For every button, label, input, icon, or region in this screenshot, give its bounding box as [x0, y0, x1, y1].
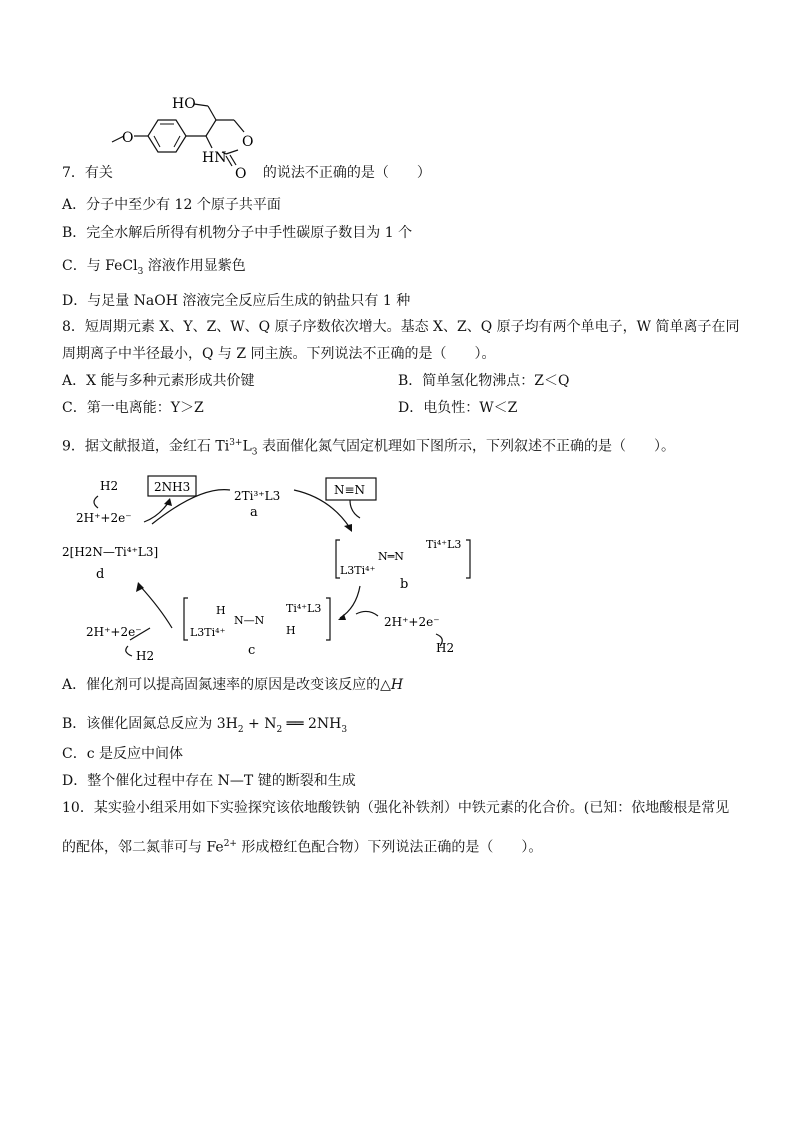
q7-option-b: B．完全水解后所得有机物分子中手性碳原子数目为 1 个: [62, 225, 413, 241]
methoxy-o: O: [122, 130, 134, 146]
proton-right-arrow: [356, 611, 378, 616]
species-a-label: a: [250, 505, 258, 520]
species-c-nn: N—N: [234, 614, 265, 627]
q9-option-a-delta-h: △H: [380, 677, 404, 693]
cycle-arrowhead-a-to-b: [344, 524, 352, 532]
h2-top-label: H2: [100, 479, 119, 493]
nh3-release-arrowhead: [164, 498, 172, 506]
q10-stem-line2-pre: 的配体，邻二氮菲可与 Fe: [62, 839, 224, 856]
nitrogen-fixation-mechanism-diagram: [60, 468, 490, 668]
species-c-right-bracket: [326, 598, 330, 640]
q9-option-b: [62, 714, 347, 740]
q9-option-b-sub1: 2: [237, 724, 244, 735]
species-b-right-bracket: [466, 540, 470, 578]
species-b-left-ti: L3Ti⁴⁺: [340, 564, 376, 577]
q8-option-a: A．X 能与多种元素形成共价键: [62, 373, 255, 389]
q7-stem-prefix: 7．有关: [62, 165, 113, 181]
ring-oxygen-label: O: [242, 134, 254, 150]
q8-option-c: C．第一电离能：Y＞Z: [62, 400, 204, 416]
h2-left-arrow: [126, 646, 132, 656]
q7-option-c-pre: C．与 FeCl: [62, 258, 138, 274]
q9-option-b-eq: ══ 2NH: [282, 716, 342, 732]
species-c-left-bracket: [184, 598, 188, 640]
cycle-arc-c-to-d: [140, 586, 172, 628]
species-b-right-ti: Ti⁴⁺L3: [426, 538, 462, 551]
q10-stem-line2: [62, 834, 542, 858]
species-c-right-ti: Ti⁴⁺L3: [286, 602, 322, 615]
q7-option-a: A．分子中至少有 12 个原子共平面: [62, 197, 281, 213]
proton-electron-right-label: 2H⁺+2e⁻: [384, 615, 440, 629]
q7-option-c: [62, 256, 246, 282]
species-c-left-ti: L3Ti⁴⁺: [190, 626, 226, 639]
carbonyl-oxygen-label: O: [235, 166, 247, 182]
species-c-h1: H: [216, 604, 226, 617]
q9-option-a: [62, 675, 403, 695]
q9-option-c: C．c 是反应中间体: [62, 746, 184, 762]
q9-option-b-sub2: 2: [276, 724, 283, 735]
proton-electron-top-label: 2H⁺+2e⁻: [76, 511, 132, 525]
q9-stem: [62, 433, 675, 462]
q8-option-d: D．电负性：W＜Z: [398, 400, 518, 416]
q8-stem-line2: 周期离子中半径最小，Q 与 Z 同主族。下列说法不正确的是（ ）。: [62, 346, 496, 362]
q7-option-c-post: 溶液作用显紫色: [143, 258, 246, 274]
nh3-box-label: 2NH3: [154, 480, 191, 494]
cycle-arc-d-to-a: [152, 490, 230, 524]
h2-top-arrow: [94, 496, 98, 508]
q9-stem-post: 表面催化氮气固定机理如下图所示，下列叙述不正确的是（ ）。: [257, 438, 675, 455]
q8-option-b: B．简单氢化物沸点：Z＜Q: [398, 373, 570, 389]
q9-stem-sub: 3: [251, 447, 258, 458]
q9-option-b-sub3: 3: [341, 724, 348, 735]
q9-stem-sup: 3+: [229, 438, 243, 448]
species-b-nn: N═N: [378, 550, 404, 563]
q10-stem-line1: 10．某实验小组采用如下实验探究该依地酸铁钠（强化补铁剂）中铁元素的化合价。(已知：依地酸根是常见: [62, 800, 730, 816]
h2-left-label: H2: [136, 649, 155, 663]
q7-option-d: D．与足量 NaOH 溶液完全反应后生成的钠盐只有 1 种: [62, 293, 411, 309]
n2-input-arrow: [350, 500, 360, 518]
q10-stem-line2-sup: 2+: [223, 839, 237, 849]
species-a-formula: 2Ti³⁺L3: [234, 489, 281, 503]
q8-stem-line1: 8．短周期元素 X、Y、Z、W、Q 原子序数依次增大。基态 X、Z、Q 原子均有两个单电子，W 简单离子在同: [62, 319, 740, 335]
q9-stem-pre: 9．据文献报道，金红石 Ti: [62, 438, 230, 455]
h2-right-label: H2: [436, 641, 455, 655]
proton-electron-left-label: 2H⁺+2e⁻: [86, 625, 142, 639]
q9-option-a-pre: A．催化剂可以提高固氮速率的原因是改变该反应的: [62, 677, 381, 693]
q7-stem: [62, 163, 431, 183]
q9-option-b-mid: + N: [243, 716, 277, 732]
n2-box-label: N≡N: [334, 483, 366, 497]
species-d-label: d: [96, 567, 105, 582]
hydroxyl-label: HO: [172, 96, 196, 112]
species-d-formula: 2[H2N—Ti⁴⁺L3]: [62, 545, 159, 559]
species-c-h2: H: [286, 624, 296, 637]
q9-option-d: D．整个催化过程中存在 N—T 键的断裂和生成: [62, 773, 356, 789]
q10-stem-line2-post: 形成橙红色配合物）下列说法正确的是（ ）。: [236, 839, 543, 856]
q9-stem-mid: L: [242, 438, 252, 455]
q9-option-b-pre: B．该催化固氮总反应为 3H: [62, 716, 238, 732]
amine-label: HN: [202, 150, 227, 166]
species-c-label: c: [248, 643, 256, 658]
cycle-arrowhead-c-to-d: [136, 582, 144, 592]
species-b-label: b: [400, 577, 409, 592]
q7-stem-suffix: 的说法不正确的是（ ）: [262, 165, 431, 181]
q7-option-c-sub: 3: [137, 266, 144, 277]
